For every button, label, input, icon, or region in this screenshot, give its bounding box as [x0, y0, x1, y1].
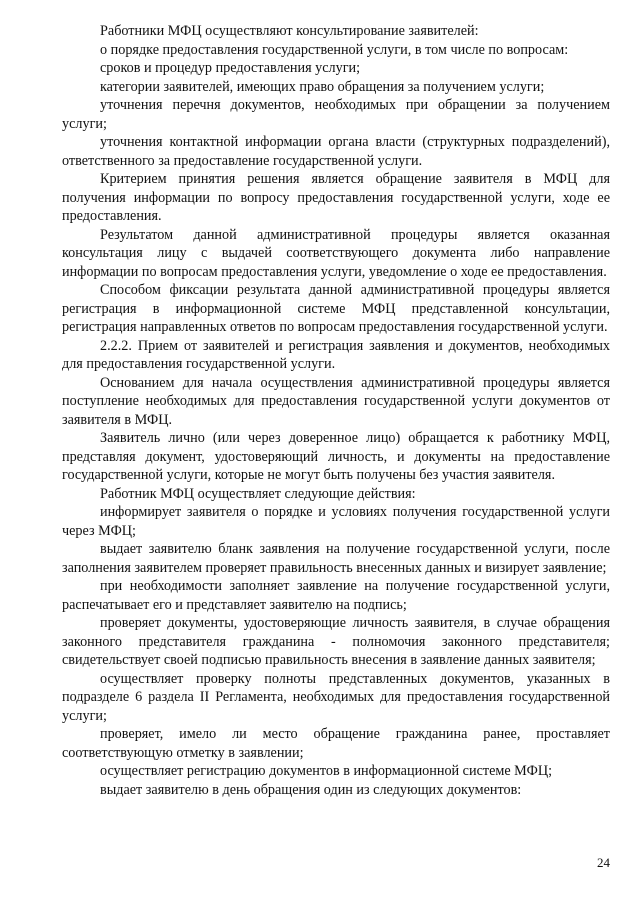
- paragraph: Способом фиксации результата данной административной процедуры является регистрация в информационной системе МФЦ представленной консультации, регистрация направленных ответов по вопросам предоставления государственной услуги.: [62, 282, 610, 335]
- paragraph: Работники МФЦ осуществляют консультирование заявителей:: [100, 23, 479, 39]
- paragraph: выдает заявителю бланк заявления на получение государственной услуги, после заполнения заявителем проверяет правильность внесенных данных и визирует заявление;: [62, 541, 610, 576]
- section-heading: 2.2.2. Прием от заявителей и регистрация заявления и документов, необходимых для предоставления государственной услуги.: [62, 337, 610, 372]
- paragraph: проверяет документы, удостоверяющие личность заявителя, в случае обращения законного представителя гражданина - полномочия законного представителя; свидетельствует своей подписью правильность внесения в заявление данных заявителя;: [62, 615, 610, 668]
- paragraph: информирует заявителя о порядке и условиях получения государственной услуги через МФЦ;: [62, 504, 610, 539]
- paragraph: проверяет, имело ли место обращение гражданина ранее, проставляет соответствующую отметку в заявлении;: [62, 726, 610, 761]
- paragraph: при необходимости заполняет заявление на получение государственной услуги, распечатывает его и представляет заявителю на подпись;: [62, 578, 610, 613]
- paragraph: Работник МФЦ осуществляет следующие действия:: [100, 485, 416, 502]
- paragraph: осуществляет регистрацию документов в информационной системе МФЦ;: [100, 763, 553, 779]
- paragraph: Заявитель лично (или через доверенное лицо) обращается к работнику МФЦ, представляя документ, удостоверяющий личность, и документы на предоставление государственной услуги, которые не могут быть получены без участия заявителя.: [62, 430, 610, 483]
- paragraph: категории заявителей, имеющих право обращения за получением услуги;: [100, 78, 545, 95]
- page-number: 24: [597, 855, 610, 870]
- paragraph: выдает заявителю в день обращения один из следующих документов:: [100, 781, 522, 798]
- paragraph: Критерием принятия решения является обращение заявителя в МФЦ для получения информации по вопросу предоставления государственной услуги, ходе ее предоставления.: [62, 171, 610, 224]
- paragraph: о порядке предоставления государственной услуги, в том числе по вопросам:: [100, 41, 569, 58]
- document-body: [62, 22, 610, 799]
- paragraph: уточнения контактной информации органа власти (структурных подразделений), ответственного за предоставление государственной услуги.: [62, 134, 610, 169]
- paragraph: сроков и процедур предоставления услуги;: [100, 60, 361, 76]
- paragraph: уточнения перечня документов, необходимых при обращении за получением услуги;: [62, 97, 610, 132]
- paragraph: Результатом данной административной процедуры является оказанная консультация лицу с выдачей соответствующего документа либо направление информации по вопросам предоставления услуги, уведомление о ходе ее предоставления.: [62, 226, 610, 280]
- paragraph: осуществляет проверку полноты представленных документов, указанных в подразделе 6 раздела II Регламента, необходимых для предоставления государственной услуги;: [62, 670, 610, 724]
- paragraph: Основанием для начала осуществления административной процедуры является поступление необходимых для предоставления государственной услуги документов от заявителя в МФЦ.: [62, 374, 610, 428]
